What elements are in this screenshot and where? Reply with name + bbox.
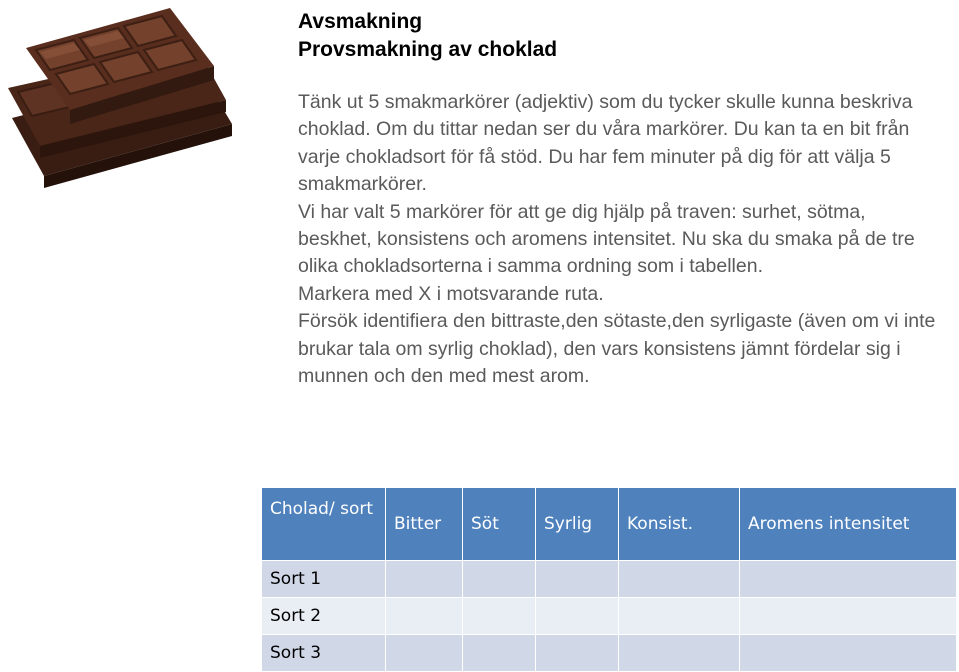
column-header-syrlig: Syrlig (536, 488, 619, 561)
table-cell[interactable] (386, 598, 463, 635)
row-label: Sort 2 (262, 598, 386, 635)
column-header-bitter: Bitter (386, 488, 463, 561)
table-cell[interactable] (740, 635, 957, 672)
table-header-row (262, 488, 957, 561)
column-header-sort: Cholad/ sort (262, 488, 386, 561)
row-label: Sort 3 (262, 635, 386, 672)
tasting-table (261, 487, 957, 672)
table-cell[interactable] (463, 635, 536, 672)
table-cell[interactable] (536, 561, 619, 598)
heading (298, 8, 557, 64)
table-cell[interactable] (740, 561, 957, 598)
table-cell[interactable] (386, 635, 463, 672)
table-cell[interactable] (536, 598, 619, 635)
table-cell[interactable] (619, 635, 740, 672)
table-row (262, 598, 957, 635)
chocolate-bar-stack-icon (0, 0, 240, 195)
table-cell[interactable] (619, 561, 740, 598)
instruction-paragraph-3: Markera med X i motsvarande ruta. (298, 282, 604, 305)
instruction-paragraph-2: Vi har valt 5 markörer för att ge dig hjälp på traven: surhet, sötma, beskhet, konsistens och aromens intensitet. Nu ska du smaka på de tre olika chokladsorterna i samma ordning som i tabellen. (298, 200, 915, 278)
column-header-sot: Söt (463, 488, 536, 561)
table-cell[interactable] (619, 598, 740, 635)
column-header-arom: Aromens intensitet (740, 488, 957, 561)
instructions (298, 89, 938, 390)
table-cell[interactable] (463, 561, 536, 598)
table-cell[interactable] (536, 635, 619, 672)
table-cell[interactable] (386, 561, 463, 598)
instruction-paragraph-4: Försök identifiera den bittraste,den sötaste,den syrligaste (även om vi inte brukar tala om syrlig choklad), den vars konsistens jämnt fördelar sig i munnen och den med mest arom. (298, 310, 936, 388)
table-row (262, 561, 957, 598)
table-row (262, 635, 957, 672)
column-header-konsist: Konsist. (619, 488, 740, 561)
subtitle: Provsmakning av choklad (298, 38, 558, 61)
table-cell[interactable] (463, 598, 536, 635)
row-label: Sort 1 (262, 561, 386, 598)
instruction-paragraph-1: Tänk ut 5 smakmarkörer (adjektiv) som du tycker skulle kunna beskriva choklad. Om du tittar nedan ser du våra markörer. Du kan ta en bit från varje chokladsort för få stöd. Du har fem minuter på dig för att välja 5 smakmarkörer. (298, 91, 913, 196)
table-cell[interactable] (740, 598, 957, 635)
title: Avsmakning (298, 10, 423, 33)
